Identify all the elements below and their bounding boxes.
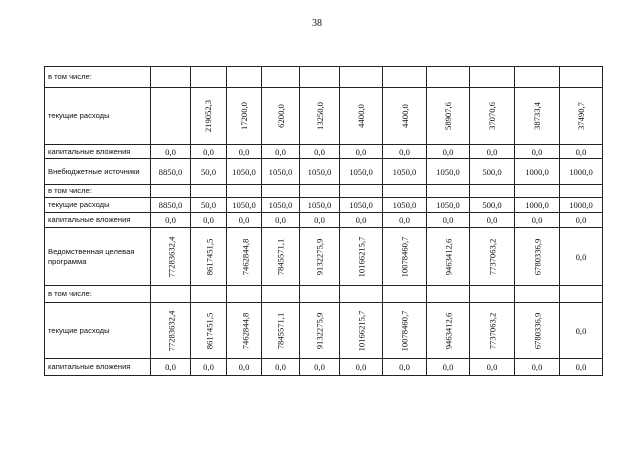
table-cell: 0,0: [427, 213, 470, 228]
table-cell: 0,0: [560, 228, 603, 286]
table-cell: 1050,0: [262, 159, 300, 185]
table-cell: 0,0: [227, 145, 262, 159]
cell-value: 9463412,6: [443, 312, 453, 349]
page-number: 38: [312, 18, 322, 29]
table-cell: 0,0: [560, 359, 603, 376]
table-cell: 1050,0: [340, 159, 383, 185]
table-cell: 1050,0: [227, 198, 262, 213]
table-cell: 0,0: [300, 145, 340, 159]
row-label: в том числе:: [45, 286, 151, 303]
table-cell: 0,0: [560, 213, 603, 228]
table-cell: [191, 185, 227, 198]
table-cell: 500,0: [470, 198, 515, 213]
table-cell: 1000,0: [515, 198, 560, 213]
table-cell: 0,0: [383, 213, 427, 228]
cell-value: 7737063,2: [487, 312, 497, 349]
row-label: в том числе:: [45, 185, 151, 198]
table-cell: [262, 303, 300, 359]
cell-value: 9132275,9: [314, 238, 325, 275]
table-cell: [427, 303, 470, 359]
table-cell: [340, 185, 383, 198]
table-cell: 0,0: [191, 359, 227, 376]
table-cell: [151, 185, 191, 198]
table-cell: 1050,0: [383, 159, 427, 185]
table-cell: 0,0: [151, 145, 191, 159]
table-cell: [383, 185, 427, 198]
table-cell: [470, 88, 515, 145]
table-cell: [340, 228, 383, 286]
table-cell: [470, 303, 515, 359]
table-cell: 0,0: [191, 145, 227, 159]
table-cell: 0,0: [560, 303, 603, 359]
table-cell: [340, 303, 383, 359]
table-cell: 0,0: [470, 359, 515, 376]
table-cell: [470, 228, 515, 286]
table-cell: [227, 88, 262, 145]
table-cell: [300, 303, 340, 359]
table-cell: 0,0: [515, 145, 560, 159]
table-cell: [470, 67, 515, 88]
table-cell: 1000,0: [560, 198, 603, 213]
table-cell: 500,0: [470, 159, 515, 185]
cell-value: 7737063,2: [487, 238, 497, 275]
table-cell: [262, 88, 300, 145]
cell-value: 17200,0: [239, 102, 249, 130]
table-cell: 1050,0: [383, 198, 427, 213]
cell-value: 7462844,8: [240, 238, 251, 275]
row-label: в том числе:: [45, 67, 151, 88]
table-row: [45, 198, 603, 213]
table-cell: 0,0: [151, 213, 191, 228]
table-cell: [560, 67, 603, 88]
table-cell: [151, 286, 191, 303]
table-cell: 1000,0: [515, 159, 560, 185]
table-cell: 0,0: [427, 359, 470, 376]
budget-table: [44, 66, 603, 376]
table-cell: [227, 67, 262, 88]
cell-value: 9463412,6: [443, 238, 453, 275]
cell-value: 77283632,4: [166, 310, 177, 351]
table-cell: 0,0: [340, 213, 383, 228]
table-cell: 0,0: [300, 359, 340, 376]
table-cell: [383, 286, 427, 303]
table-cell: [262, 185, 300, 198]
table-cell: 1050,0: [262, 198, 300, 213]
table-cell: 0,0: [300, 213, 340, 228]
table-cell: 1050,0: [427, 198, 470, 213]
table-cell: 0,0: [227, 213, 262, 228]
table-cell: 1050,0: [300, 198, 340, 213]
table-cell: [515, 228, 560, 286]
table-row: [45, 159, 603, 185]
table-cell: [191, 88, 227, 145]
table-cell: [151, 303, 191, 359]
table-cell: [427, 185, 470, 198]
table-cell: [191, 303, 227, 359]
row-label: капитальные вложения: [45, 213, 151, 228]
table-cell: [515, 67, 560, 88]
table-cell: [427, 286, 470, 303]
table-row: [45, 88, 603, 145]
row-label: капитальные вложения: [45, 145, 151, 159]
cell-value: 9132275,9: [314, 312, 325, 349]
cell-value: 10166215,7: [355, 310, 366, 351]
cell-value: 7845571,1: [275, 238, 286, 275]
table-row: [45, 213, 603, 228]
table-cell: [300, 228, 340, 286]
table-cell: [227, 185, 262, 198]
table-cell: 0,0: [515, 213, 560, 228]
table-cell: 50,0: [191, 159, 227, 185]
row-label: текущие расходы: [45, 303, 151, 359]
table-cell: [340, 67, 383, 88]
table-cell: 8850,0: [151, 159, 191, 185]
table-cell: [383, 88, 427, 145]
table-cell: [151, 67, 191, 88]
table-cell: 0,0: [383, 145, 427, 159]
table-cell: 0,0: [191, 213, 227, 228]
cell-value: 10078460,7: [399, 236, 410, 277]
cell-value: 7462844,8: [240, 312, 251, 349]
table-cell: 0,0: [262, 359, 300, 376]
table-cell: 0,0: [427, 145, 470, 159]
table-row: [45, 145, 603, 159]
cell-value: 6200,0: [275, 104, 286, 128]
table-cell: [470, 185, 515, 198]
table-cell: [191, 228, 227, 286]
table-cell: [262, 286, 300, 303]
cell-value: 10166215,7: [355, 236, 366, 277]
table-cell: [300, 185, 340, 198]
table-row: [45, 67, 603, 88]
table-cell: [515, 88, 560, 145]
table-row: [45, 359, 603, 376]
cell-value: 77283632,4: [166, 236, 177, 277]
cell-value: 8617451,5: [204, 312, 215, 349]
row-label: текущие расходы: [45, 198, 151, 213]
table-cell: 1050,0: [300, 159, 340, 185]
table-cell: [515, 303, 560, 359]
table-cell: 0,0: [227, 359, 262, 376]
table-cell: [515, 286, 560, 303]
table-cell: [227, 286, 262, 303]
table-row: [45, 228, 603, 286]
table-cell: [470, 286, 515, 303]
table-cell: [560, 185, 603, 198]
table-cell: 8850,0: [151, 198, 191, 213]
table-cell: [227, 228, 262, 286]
cell-value: 13250,0: [314, 102, 325, 130]
table-cell: 50,0: [191, 198, 227, 213]
cell-value: 37070,6: [487, 102, 497, 130]
table-cell: 1050,0: [227, 159, 262, 185]
row-label: Внебюджетные источники: [45, 159, 151, 185]
cell-value: 58907,6: [443, 102, 453, 130]
cell-value: 6780336,9: [532, 238, 542, 275]
table-cell: [262, 228, 300, 286]
table-cell: [560, 286, 603, 303]
table-cell: 0,0: [515, 359, 560, 376]
cell-value: 4400,0: [355, 104, 366, 128]
cell-value: 37490,7: [576, 102, 586, 130]
table-cell: 1050,0: [340, 198, 383, 213]
table-cell: 1000,0: [560, 159, 603, 185]
cell-value: 8617451,5: [204, 238, 215, 275]
table-cell: [151, 228, 191, 286]
table-cell: [191, 286, 227, 303]
table-cell: [300, 67, 340, 88]
table-cell: [151, 88, 191, 145]
table-cell: 0,0: [470, 213, 515, 228]
table-cell: 0,0: [340, 359, 383, 376]
table-cell: [340, 286, 383, 303]
table-cell: [427, 228, 470, 286]
table-cell: [515, 185, 560, 198]
cell-value: 4400,0: [399, 104, 410, 128]
table-cell: [383, 228, 427, 286]
table-cell: [427, 67, 470, 88]
table-cell: 1050,0: [427, 159, 470, 185]
cell-value: 6780336,9: [532, 312, 542, 349]
table-cell: [427, 88, 470, 145]
row-label: капитальные вложения: [45, 359, 151, 376]
table-cell: 0,0: [340, 145, 383, 159]
cell-value: 7845571,1: [275, 312, 286, 349]
table-row: [45, 286, 603, 303]
table-cell: [262, 67, 300, 88]
table-cell: [383, 67, 427, 88]
table-cell: [191, 67, 227, 88]
row-label: Ведомственная целевая программа: [45, 228, 151, 286]
table-cell: [300, 286, 340, 303]
table-cell: [300, 88, 340, 145]
row-label: текущие расходы: [45, 88, 151, 145]
table-cell: [383, 303, 427, 359]
table-row: [45, 303, 603, 359]
table-cell: 0,0: [262, 145, 300, 159]
table-cell: 0,0: [151, 359, 191, 376]
cell-value: 219052,3: [203, 99, 214, 133]
table-cell: 0,0: [560, 145, 603, 159]
table-cell: [560, 88, 603, 145]
table-cell: [340, 88, 383, 145]
cell-value: 38733,4: [532, 102, 542, 130]
cell-value: 10078460,7: [399, 310, 410, 351]
table-cell: 0,0: [383, 359, 427, 376]
table-cell: 0,0: [262, 213, 300, 228]
table-cell: [227, 303, 262, 359]
table-cell: 0,0: [470, 145, 515, 159]
table-row: [45, 185, 603, 198]
